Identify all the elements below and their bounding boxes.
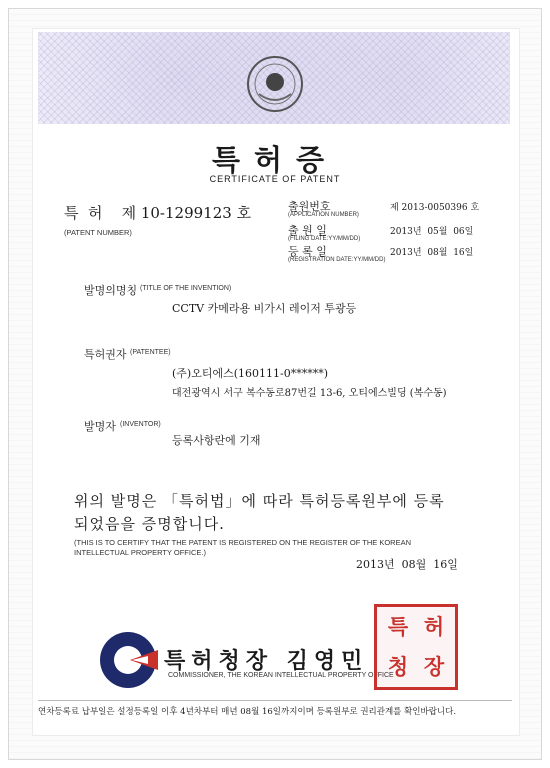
kipo-logo-icon (96, 628, 160, 692)
patent-number-label-en: (PATENT NUMBER) (64, 228, 132, 237)
issue-date: 2013년 08월 16일 (356, 558, 458, 571)
statement-line-1: 위의 발명은 「특허법」에 따라 특허등록원부에 등록 (74, 492, 445, 510)
filing-date-label-en: (FILING DATE:YY/MM/DD) (288, 236, 361, 242)
registration-date-label: 등 록 일 (288, 245, 327, 258)
certificate-title: 특허증 (211, 143, 339, 177)
filing-date: 2013년 05월 06일 (390, 227, 474, 237)
application-number-label: 출원번호 (288, 200, 331, 213)
patentee-label-en: (PATENTEE) (130, 349, 171, 356)
invention-label: 발명의명칭 (84, 284, 138, 297)
statement-en-line-2: INTELLECTUAL PROPERTY OFFICE.) (74, 548, 206, 557)
patentee-name: (주)오티에스(160111-0******) (172, 367, 329, 380)
footer-note: 연차등록료 납부일은 설정등록일 이후 4년차부터 매년 08월 16일까지이며 등록원부로 권리관계를 확인바랍니다. (38, 700, 512, 717)
inventor-label: 발명자 (84, 420, 116, 433)
invention-title: CCTV 카메라용 비가시 레이저 투광등 (172, 302, 357, 315)
inventor-label-en: (INVENTOR) (120, 421, 161, 428)
certificate-title-en: CERTIFICATE OF PATENT (209, 174, 341, 184)
filing-date-label: 출 원 일 (288, 224, 327, 237)
commissioner-name: 특허청장 김영민 (164, 648, 369, 674)
statement-line-2: 되었음을 증명합니다. (74, 515, 225, 533)
application-number: 제 2013-0050396 호 (390, 203, 480, 213)
application-number-label-en: (APPLICATION NUMBER) (288, 212, 359, 218)
invention-label-en: (TITLE OF THE INVENTION) (140, 285, 232, 292)
patentee-label: 특허권자 (84, 348, 127, 361)
inventor-value: 등록사항란에 기재 (172, 434, 261, 447)
registration-date: 2013년 08월 16일 (390, 248, 474, 258)
national-emblem-icon (245, 54, 305, 114)
official-seal-stamp: 특 허 청 장 (374, 604, 458, 690)
commissioner-title-en: COMMISSIONER, THE KOREAN INTELLECTUAL PROPERTY OFFICE (168, 672, 394, 679)
registration-date-label-en: (REGISTRATION DATE:YY/MM/DD) (288, 257, 386, 263)
patentee-address: 대전광역시 서구 복수동로87번길 13-6, 오티에스빌딩 (복수동) (172, 388, 447, 399)
statement-en-line-1: (THIS IS TO CERTIFY THAT THE PATENT IS REGISTERED ON THE REGISTER OF THE KOREAN (74, 538, 412, 547)
patent-number: 특 허 제 10-1299123 호 (64, 204, 252, 222)
